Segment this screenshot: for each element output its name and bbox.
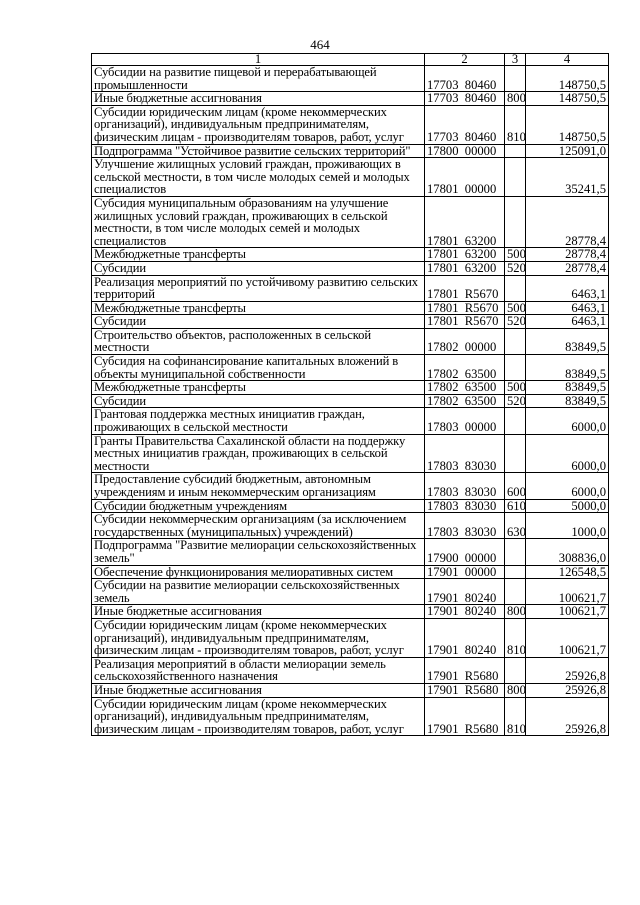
table-row — [92, 196, 609, 247]
row-code — [425, 66, 505, 92]
row-name: Улучшение жилищных условий граждан, проживающих в сельской местности, в том числе молодых семей и молодых специалистов — [92, 158, 425, 197]
row-expense-type — [505, 158, 526, 197]
row-code-direction: 00000 — [464, 143, 497, 158]
row-name: Субсидии на развитие пищевой и перерабатывающей промышленности — [92, 66, 425, 92]
row-name: Предоставление субсидий бюджетным, автономным учреждениям и иным некоммерческим организациям — [92, 473, 425, 499]
row-code — [425, 144, 505, 158]
row-amount: 83849,5 — [526, 394, 609, 408]
row-name: Реализация мероприятий в области мелиорации земель сельскохозяйственного назначения — [92, 657, 425, 683]
row-code-program: 17801 — [427, 314, 459, 329]
row-code — [425, 275, 505, 301]
row-code-program: 17800 — [427, 143, 459, 158]
row-code-program: 17900 — [427, 550, 459, 565]
row-code-direction: 80460 — [464, 129, 497, 144]
row-code — [425, 315, 505, 329]
row-code-direction: R5680 — [464, 682, 499, 697]
row-code-program: 17803 — [427, 498, 459, 513]
row-code-direction: 83030 — [464, 524, 497, 539]
row-code-direction: 00000 — [464, 420, 497, 435]
row-code-direction: 83030 — [464, 458, 497, 473]
row-amount: 83849,5 — [526, 355, 609, 381]
row-amount: 6463,1 — [526, 275, 609, 301]
table-row — [92, 144, 609, 158]
row-code-program: 17801 — [427, 260, 459, 275]
row-name: Реализация мероприятий по устойчивому развитию сельских территорий — [92, 275, 425, 301]
row-name: Субсидии — [92, 394, 425, 408]
row-code-direction: R5670 — [464, 287, 499, 302]
row-code-direction: R5680 — [464, 669, 499, 684]
row-code — [425, 408, 505, 434]
row-name: Субсидии на развитие мелиорации сельскохозяйственных земель — [92, 579, 425, 605]
row-code-program: 17901 — [427, 604, 459, 619]
row-code-direction: 00000 — [464, 340, 497, 355]
row-code-direction: 80460 — [464, 77, 497, 92]
row-code-direction: 80240 — [464, 590, 497, 605]
row-name: Субсидия муниципальным образованиям на улучшение жилищных условий граждан, проживающих в сельской местности, в том числе молодых семей и молодых специалистов — [92, 196, 425, 247]
row-amount: 83849,5 — [526, 328, 609, 354]
row-amount: 6463,1 — [526, 315, 609, 329]
row-code — [425, 473, 505, 499]
row-name: Гранты Правительства Сахалинской области на поддержку местных инициатив граждан, проживающих в сельской местности — [92, 434, 425, 473]
table-row — [92, 105, 609, 144]
row-code-program: 17901 — [427, 682, 459, 697]
row-expense-type: 520 — [505, 315, 526, 329]
row-code — [425, 434, 505, 473]
row-amount: 28778,4 — [526, 196, 609, 247]
row-code — [425, 539, 505, 565]
row-code — [425, 657, 505, 683]
row-code-program: 17901 — [427, 643, 459, 658]
row-code — [425, 248, 505, 262]
table-row — [92, 683, 609, 697]
row-amount: 148750,5 — [526, 66, 609, 92]
row-amount: 125091,0 — [526, 144, 609, 158]
row-name: Иные бюджетные ассигнования — [92, 605, 425, 619]
row-code — [425, 618, 505, 657]
row-expense-type — [505, 275, 526, 301]
row-name: Строительство объектов, расположенных в сельской местности — [92, 328, 425, 354]
row-expense-type: 800 — [505, 683, 526, 697]
row-amount: 308836,0 — [526, 539, 609, 565]
row-amount: 6000,0 — [526, 408, 609, 434]
row-amount: 100621,7 — [526, 618, 609, 657]
row-expense-type: 500 — [505, 381, 526, 395]
header-col-4: 4 — [526, 54, 609, 66]
table-row — [92, 248, 609, 262]
row-amount: 6000,0 — [526, 473, 609, 499]
table-row — [92, 394, 609, 408]
row-amount: 28778,4 — [526, 248, 609, 262]
row-expense-type — [505, 144, 526, 158]
table-header-row — [92, 54, 609, 66]
row-amount: 6463,1 — [526, 301, 609, 315]
table-row — [92, 697, 609, 736]
row-expense-type — [505, 328, 526, 354]
row-code-direction: R5670 — [464, 314, 499, 329]
table-row — [92, 381, 609, 395]
row-code-program: 17802 — [427, 380, 459, 395]
budget-table — [91, 53, 609, 736]
table-row — [92, 408, 609, 434]
row-amount: 100621,7 — [526, 579, 609, 605]
row-name: Иные бюджетные ассигнования — [92, 92, 425, 106]
row-code-program: 17703 — [427, 77, 459, 92]
table-row — [92, 315, 609, 329]
row-name: Грантовая поддержка местных инициатив граждан, проживающих в сельской местности — [92, 408, 425, 434]
row-code — [425, 697, 505, 736]
table-row — [92, 92, 609, 106]
row-expense-type: 810 — [505, 105, 526, 144]
table-row — [92, 301, 609, 315]
page-number: 464 — [310, 37, 330, 52]
row-name: Межбюджетные трансферты — [92, 301, 425, 315]
row-expense-type — [505, 565, 526, 579]
row-code-direction: 63200 — [464, 247, 497, 262]
row-code-direction: 00000 — [464, 182, 497, 197]
row-name: Субсидии — [92, 315, 425, 329]
row-name: Субсидии — [92, 261, 425, 275]
row-code-program: 17801 — [427, 233, 459, 248]
row-code-direction: 00000 — [464, 564, 497, 579]
row-code-program: 17803 — [427, 420, 459, 435]
row-expense-type: 630 — [505, 513, 526, 539]
row-expense-type — [505, 355, 526, 381]
row-code-program: 17703 — [427, 91, 459, 106]
table-row — [92, 605, 609, 619]
row-expense-type: 800 — [505, 605, 526, 619]
row-code — [425, 381, 505, 395]
row-code-program: 17901 — [427, 669, 459, 684]
table-row — [92, 513, 609, 539]
table-row — [92, 539, 609, 565]
header-col-1: 1 — [92, 54, 425, 66]
row-code-program: 17802 — [427, 340, 459, 355]
row-amount: 25926,8 — [526, 697, 609, 736]
row-code — [425, 605, 505, 619]
row-expense-type: 600 — [505, 473, 526, 499]
row-code-program: 17703 — [427, 129, 459, 144]
row-code-program: 17901 — [427, 721, 459, 736]
row-code-program: 17802 — [427, 366, 459, 381]
row-code-program: 17901 — [427, 564, 459, 579]
row-name: Субсидия на софинансирование капитальных вложений в объекты муниципальной собственности — [92, 355, 425, 381]
row-code-program: 17801 — [427, 247, 459, 262]
header-col-3: 3 — [505, 54, 526, 66]
row-code-program: 17801 — [427, 287, 459, 302]
row-code-program: 17803 — [427, 458, 459, 473]
row-code-direction: 63500 — [464, 380, 497, 395]
row-code-program: 17803 — [427, 485, 459, 499]
table-row — [92, 657, 609, 683]
row-code-direction: 80240 — [464, 643, 497, 658]
row-expense-type: 610 — [505, 499, 526, 513]
table-row — [92, 565, 609, 579]
row-amount: 83849,5 — [526, 381, 609, 395]
table-row — [92, 261, 609, 275]
row-amount: 148750,5 — [526, 105, 609, 144]
row-name: Субсидии некоммерческим организациям (за исключением государственных (муниципальных) учреждений) — [92, 513, 425, 539]
row-name: Подпрограмма "Устойчивое развитие сельских территорий" — [92, 144, 425, 158]
row-name: Иные бюджетные ассигнования — [92, 683, 425, 697]
row-amount: 6000,0 — [526, 434, 609, 473]
row-code — [425, 105, 505, 144]
row-code — [425, 301, 505, 315]
row-amount: 126548,5 — [526, 565, 609, 579]
row-code-direction: 63200 — [464, 260, 497, 275]
row-code — [425, 355, 505, 381]
row-code-direction: 63500 — [464, 393, 497, 408]
row-code — [425, 565, 505, 579]
row-expense-type: 520 — [505, 261, 526, 275]
table-row — [92, 158, 609, 197]
row-expense-type — [505, 434, 526, 473]
table-row — [92, 275, 609, 301]
row-code — [425, 261, 505, 275]
table-row — [92, 618, 609, 657]
row-code-direction: 63200 — [464, 233, 497, 248]
row-name: Субсидии бюджетным учреждениям — [92, 499, 425, 513]
row-code-direction: 00000 — [464, 550, 497, 565]
row-expense-type: 520 — [505, 394, 526, 408]
row-code — [425, 579, 505, 605]
row-code — [425, 196, 505, 247]
row-expense-type: 800 — [505, 92, 526, 106]
row-code-direction: 80460 — [464, 91, 497, 106]
row-expense-type: 500 — [505, 248, 526, 262]
row-code-program: 17801 — [427, 300, 459, 315]
row-code — [425, 683, 505, 697]
row-code-direction: 83030 — [464, 498, 497, 513]
row-name: Субсидии юридическим лицам (кроме некоммерческих организаций), индивидуальным предпринимателям, физическим лицам - производителям товаров, работ, услуг — [92, 697, 425, 736]
row-code-direction: 83030 — [464, 485, 497, 499]
row-amount: 35241,5 — [526, 158, 609, 197]
row-expense-type — [505, 657, 526, 683]
table-row — [92, 434, 609, 473]
row-name: Субсидии юридическим лицам (кроме некоммерческих организаций), индивидуальным предпринимателям, физическим лицам - производителям товаров, работ, услуг — [92, 618, 425, 657]
row-amount: 1000,0 — [526, 513, 609, 539]
row-code-direction: 63500 — [464, 366, 497, 381]
row-amount: 100621,7 — [526, 605, 609, 619]
row-expense-type — [505, 408, 526, 434]
row-amount: 5000,0 — [526, 499, 609, 513]
row-code — [425, 513, 505, 539]
row-code-program: 17802 — [427, 393, 459, 408]
row-code — [425, 328, 505, 354]
row-amount: 25926,8 — [526, 657, 609, 683]
row-code-direction: R5680 — [464, 721, 499, 736]
row-code — [425, 158, 505, 197]
table-row — [92, 355, 609, 381]
table-row — [92, 499, 609, 513]
row-code-direction: R5670 — [464, 300, 499, 315]
table-row — [92, 66, 609, 92]
row-expense-type — [505, 579, 526, 605]
row-code-program: 17801 — [427, 182, 459, 197]
header-col-2: 2 — [425, 54, 505, 66]
row-expense-type: 500 — [505, 301, 526, 315]
row-code — [425, 92, 505, 106]
row-code — [425, 499, 505, 513]
row-amount: 28778,4 — [526, 261, 609, 275]
row-expense-type — [505, 196, 526, 247]
row-code-program: 17803 — [427, 524, 459, 539]
row-amount: 148750,5 — [526, 92, 609, 106]
table-row — [92, 328, 609, 354]
row-code — [425, 394, 505, 408]
row-name: Субсидии юридическим лицам (кроме некоммерческих организаций), индивидуальным предпринимателям, физическим лицам - производителям товаров, работ, услуг — [92, 105, 425, 144]
row-name: Межбюджетные трансферты — [92, 248, 425, 262]
table-row — [92, 579, 609, 605]
row-code-program: 17901 — [427, 590, 459, 605]
row-expense-type — [505, 539, 526, 565]
row-expense-type: 810 — [505, 618, 526, 657]
row-code-direction: 80240 — [464, 604, 497, 619]
row-amount: 25926,8 — [526, 683, 609, 697]
row-name: Межбюджетные трансферты — [92, 381, 425, 395]
row-name: Подпрограмма "Развитие мелиорации сельскохозяйственных земель" — [92, 539, 425, 565]
row-name: Обеспечение функционирования мелиоративных систем — [92, 565, 425, 579]
row-expense-type — [505, 66, 526, 92]
row-expense-type: 810 — [505, 697, 526, 736]
table-row — [92, 473, 609, 499]
